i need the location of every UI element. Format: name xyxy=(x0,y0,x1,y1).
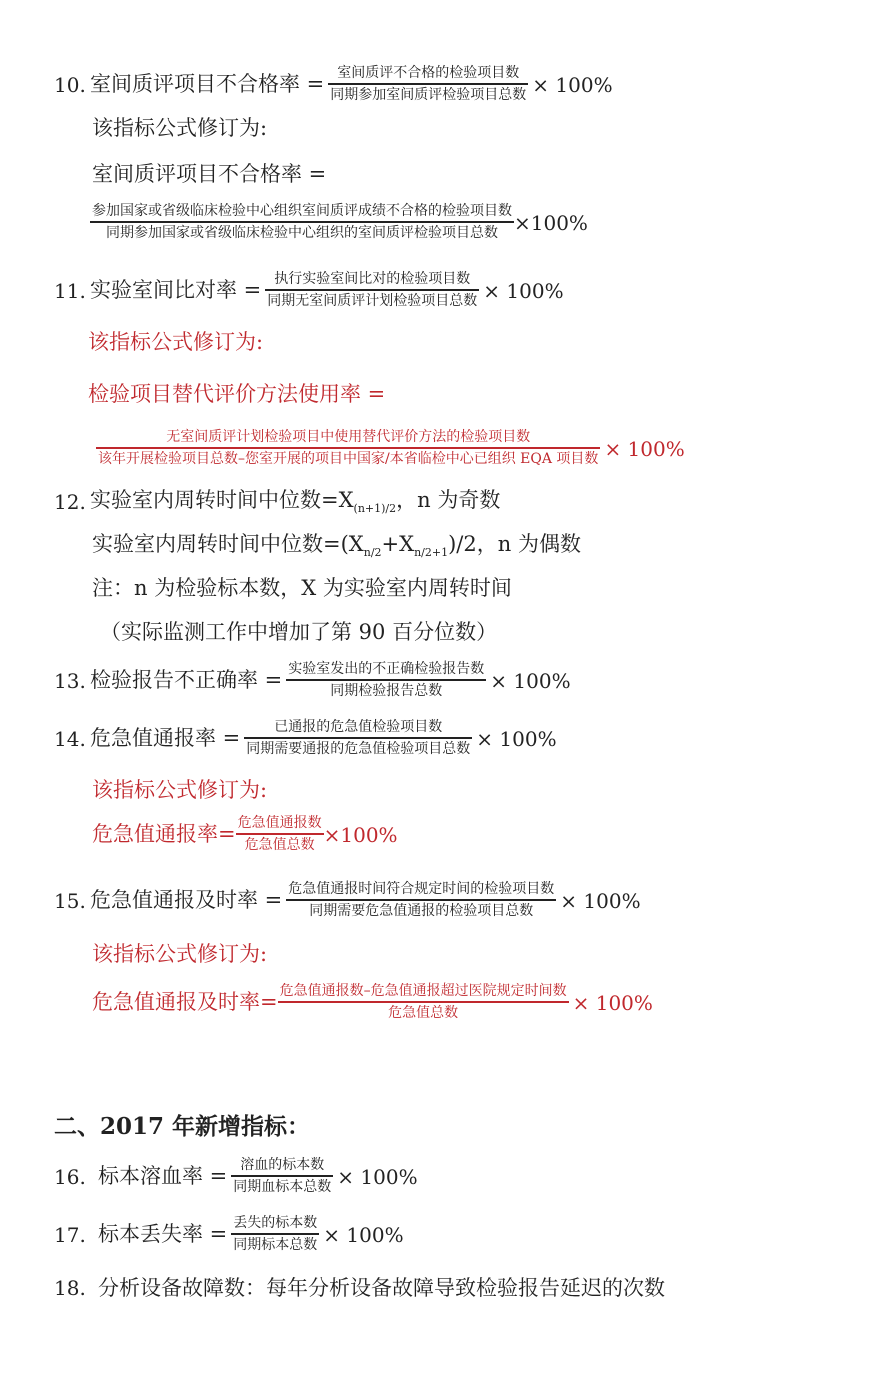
item-11-formula xyxy=(54,272,564,309)
item-number: 17. xyxy=(54,1222,86,1247)
item-number: 11. xyxy=(54,278,86,303)
denominator: 同期参加室间质评检验项目总数 xyxy=(330,86,527,103)
item-15-formula xyxy=(54,882,641,919)
item-18-text: 分析设备故障数：每年分析设备故障导致检验报告延迟的次数 xyxy=(98,1275,665,1300)
numerator: 室间质评不合格的检验项目数 xyxy=(337,65,520,81)
revision-intro: 该指标公式修订为: xyxy=(92,942,268,966)
multiplier: × 100% xyxy=(483,278,564,303)
formula-label: 室间质评项目不合格率 = xyxy=(90,72,325,97)
item-number: 18. xyxy=(54,1276,86,1300)
denominator: 同期无室间质评计划检验项目总数 xyxy=(267,292,478,309)
denominator: 同期需要危急值通报的检验项目总数 xyxy=(309,902,534,919)
revision-intro: 该指标公式修订为: xyxy=(92,116,268,140)
revision-intro: 该指标公式修订为: xyxy=(88,330,264,354)
section-heading: 二、2017 年新增指标： xyxy=(54,1113,311,1140)
item-number: 13. xyxy=(54,668,86,693)
numerator: 溶血的标本数 xyxy=(240,1157,325,1173)
denominator: 同期标本总数 xyxy=(233,1236,318,1253)
item-17-formula xyxy=(54,1216,404,1253)
item-13-formula xyxy=(54,662,571,699)
multiplier: × 100% xyxy=(532,72,613,97)
median-odd-text: 实验室内周转时间中位数$=X_{(n+1)/2}$，n 为奇数 xyxy=(90,488,501,516)
item-16-formula xyxy=(54,1158,418,1195)
multiplier: × 100% xyxy=(490,668,571,693)
revision-label: 检验项目替代评价方法使用率 = xyxy=(88,382,386,406)
denominator: 危急值总数 xyxy=(388,1004,459,1021)
denominator: 该年开展检验项目总数–您室开展的项目中国家/本省临检中心已组织 EQA 项目数 xyxy=(98,450,599,467)
formula-label: 标本溶血率 = xyxy=(98,1164,228,1189)
denominator: 危急值总数 xyxy=(244,836,315,853)
fraction xyxy=(231,1158,333,1195)
item-number: 16. xyxy=(54,1164,86,1189)
fraction xyxy=(244,720,472,757)
median-even-text: 实验室内周转时间中位数$=(X_{n/2}+X_{n/2+1})/2$，n 为偶数 xyxy=(92,532,581,560)
multiplier: × 100% xyxy=(323,1222,404,1247)
formula-label: 危急值通报率 = xyxy=(90,726,241,751)
numerator: 执行实验室间比对的检验项目数 xyxy=(274,271,471,287)
revision-intro: 该指标公式修订为: xyxy=(92,778,268,802)
item-15-revised-formula xyxy=(92,984,653,1021)
item-number: 15. xyxy=(54,888,86,913)
fraction xyxy=(286,882,556,919)
item-12-even xyxy=(92,534,581,558)
denominator: 同期检验报告总数 xyxy=(330,682,443,699)
formula-label: 实验室间比对率 = xyxy=(90,278,262,303)
fraction xyxy=(231,1216,319,1253)
fraction xyxy=(278,984,569,1021)
formula-label: 检验报告不正确率 = xyxy=(90,668,283,693)
fraction xyxy=(265,272,479,309)
multiplier: × 100% xyxy=(560,888,641,913)
item-number: 14. xyxy=(54,726,86,751)
numerator: 危急值通报时间符合规定时间的检验项目数 xyxy=(288,881,555,897)
fraction xyxy=(236,816,324,853)
formula-label: 危急值通报及时率= xyxy=(92,990,278,1015)
formula-label: 危急值通报及时率 = xyxy=(90,888,283,913)
formula-label: 危急值通报率= xyxy=(92,822,236,847)
item-18 xyxy=(54,1276,665,1300)
multiplier: × 100% xyxy=(604,436,685,461)
denominator: 同期参加国家或省级临床检验中心组织的室间质评检验项目总数 xyxy=(106,224,498,241)
formula-label: 标本丢失率 = xyxy=(98,1222,228,1247)
item-number: 10. xyxy=(54,72,86,97)
item-12-note2: （实际监测工作中增加了第 90 百分位数） xyxy=(100,620,498,644)
item-14-revised-formula xyxy=(92,816,398,853)
item-11-revised-formula xyxy=(92,430,685,467)
item-10-revised-formula xyxy=(86,204,588,241)
multiplier: × 100% xyxy=(572,990,653,1015)
numerator: 危急值通报数 xyxy=(237,815,322,831)
item-12-odd xyxy=(54,490,500,514)
multiplier: × 100% xyxy=(476,726,557,751)
numerator: 实验室发出的不正确检验报告数 xyxy=(288,661,485,677)
multiplier: ×100% xyxy=(514,210,588,235)
multiplier: × 100% xyxy=(337,1164,418,1189)
numerator: 无室间质评计划检验项目中使用替代评价方法的检验项目数 xyxy=(166,429,531,445)
numerator: 已通报的危急值检验项目数 xyxy=(274,719,443,735)
fraction xyxy=(328,66,528,103)
multiplier: ×100% xyxy=(323,822,398,847)
fraction xyxy=(286,662,486,699)
item-14-formula xyxy=(54,720,557,757)
revision-label: 室间质评项目不合格率 = xyxy=(92,162,327,186)
denominator: 同期血标本总数 xyxy=(233,1178,332,1195)
numerator: 参加国家或省级临床检验中心组织室间质评成绩不合格的检验项目数 xyxy=(92,203,512,219)
item-10-formula xyxy=(54,66,613,103)
item-number: 12. xyxy=(54,490,86,515)
item-12-note: 注：n 为检验标本数，X 为实验室内周转时间 xyxy=(92,576,512,600)
fraction xyxy=(90,204,514,241)
numerator: 危急值通报数–危急值通报超过医院规定时间数 xyxy=(279,983,567,999)
numerator: 丢失的标本数 xyxy=(233,1215,318,1231)
fraction xyxy=(96,430,600,467)
denominator: 同期需要通报的危急值检验项目总数 xyxy=(246,740,471,757)
